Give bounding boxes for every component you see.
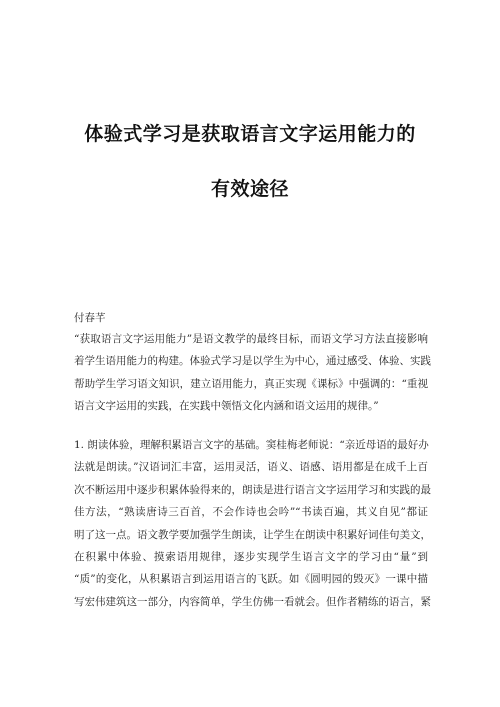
author-name: 付春芊 (74, 312, 106, 324)
paragraph-line: 着学生语用能力的构建。体验式学习是以学生为中心，通过感受、体验、实践 (74, 355, 431, 368)
paragraph-line: 佳方法，“熟读唐诗三百首，不会作诗也会吟”“书读百遍，其义自见”都证 (74, 506, 428, 519)
paragraph-line: “质”的变化，从积累语言到运用语言的飞跃。如《圆明园的毁灭》一课中描 (74, 573, 428, 586)
document-title-line-1: 体验式学习是获取语言文字运用能力的 (84, 123, 416, 145)
paragraph-line: 次不断运用中逐步积累体验得来的，朗读是进行语言文字运用学习和实践的最 (74, 483, 431, 496)
document-title-line-2: 有效途径 (210, 178, 289, 200)
paragraph-line: 语言文字运用的实践，在实践中领悟文化内涵和语文运用的规律。” (74, 400, 379, 413)
paragraph-line: 1. 朗读体验，理解积累语言文字的基础。窦桂梅老师说：“亲近母语的最好办 (74, 439, 429, 451)
paragraph-line: 明了这一点。语文教学要加强学生朗读，让学生在朗读中积累好词佳句美文， (74, 528, 431, 541)
paragraph-reading-experience (74, 434, 431, 613)
paragraph-line: 帮助学生学习语文知识，建立语用能力，真正实现《课标》中强调的：“重视 (74, 377, 428, 390)
paragraph-line: 法就是朗读。”汉语词汇丰富，运用灵活，语义、语感、语用都是在成千上百 (74, 461, 428, 474)
paragraph-line: 写宏伟建筑这一部分，内容简单，学生仿佛一看就会。但作者精练的语言，紧 (74, 595, 431, 608)
paragraph-line: 在积累中体验、摸索语用规律，逐步实现学生语言文字的学习由“量”到 (74, 550, 428, 563)
paragraph-line: “获取语言文字运用能力”是语文教学的最终目标，而语文学习方法直接影响 (74, 333, 428, 345)
paragraph-intro (74, 328, 431, 418)
